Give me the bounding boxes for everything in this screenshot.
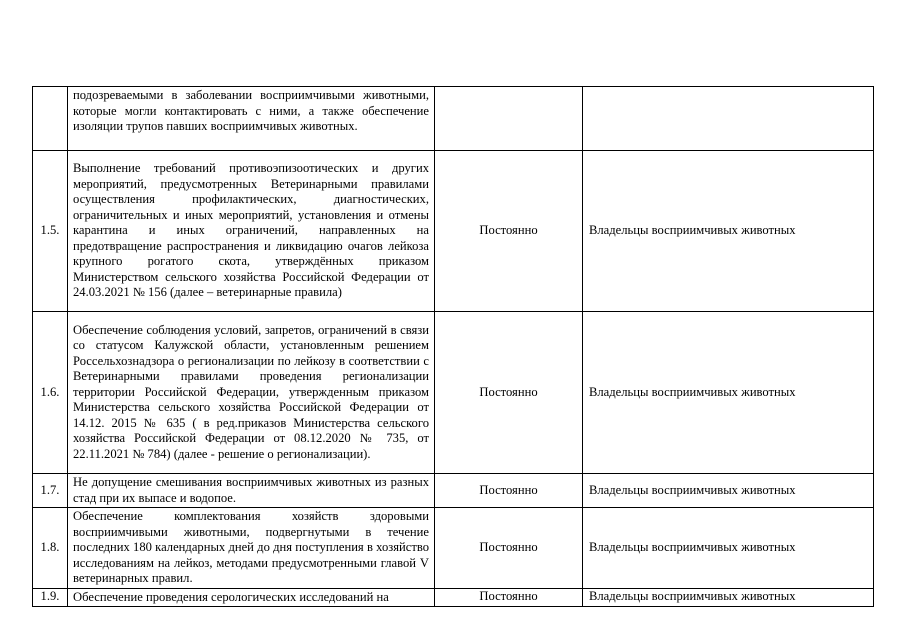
table-row (33, 87, 874, 151)
row-term (435, 87, 583, 151)
table-row (33, 474, 874, 508)
row-number: 1.8. (33, 508, 68, 589)
row-number (33, 87, 68, 151)
row-responsible: Владельцы восприимчивых животных (583, 312, 874, 474)
row-description: Выполнение требований противоэпизоотических и других мероприятий, предусмотренных Ветеринарными правилами осуществления профилактических, диагностических, ограничительных и иных мероприятий, установления и отмены карантина и иных ограничений, направленных на предотвращение распространения и ликвидацию очагов лейкоза крупного рогатого скота, утверждённых приказом Министерством сельского хозяйства Российской Федерации от 24.03.2021 № 156 (далее – ветеринарные правила) (68, 151, 435, 312)
table-row (33, 312, 874, 474)
table-row (33, 151, 874, 312)
row-description: Не допущение смешивания восприимчивых животных из разных стад при их выпасе и водопое. (68, 474, 435, 508)
row-number: 1.5. (33, 151, 68, 312)
row-term: Постоянно (435, 588, 583, 607)
row-description: Обеспечение проведения серологических исследований на (68, 588, 435, 607)
row-description: Обеспечение соблюдения условий, запретов, ограничений в связи со статусом Калужской области, установленным решением Россельхознадзора о регионализации по лейкозу в соответствии с Ветеринарными правилами проведения регионализации территории Российской Федерации, утвержденным приказом Министерства сельского хозяйства Российской Федерации от 14.12. 2015 № 635 ( в ред.приказов Министерства сельского хозяйства Российской Федерации от 08.12.2020 № 735, от 22.11.2021 № 784) (далее - решение о регионализации). (68, 312, 435, 474)
measures-table (32, 86, 874, 607)
row-responsible: Владельцы восприимчивых животных (583, 508, 874, 589)
row-term: Постоянно (435, 508, 583, 589)
row-description: Обеспечение комплектования хозяйств здоровыми восприимчивыми животными, подвергнутыми в течение последних 180 календарных дней до дня поступления в хозяйство исследованиям на лейкоз, методами предусмотренными главой V ветеринарных правил. (68, 508, 435, 589)
row-responsible: Владельцы восприимчивых животных (583, 151, 874, 312)
row-responsible (583, 87, 874, 151)
row-term: Постоянно (435, 151, 583, 312)
row-number: 1.6. (33, 312, 68, 474)
row-number: 1.9. (33, 588, 68, 607)
row-number: 1.7. (33, 474, 68, 508)
row-term: Постоянно (435, 312, 583, 474)
row-description: подозреваемыми в заболевании восприимчивыми животными, которые могли контактировать с ними, а также обеспечение изоляции трупов павших восприимчивых животных. (68, 87, 435, 151)
row-responsible: Владельцы восприимчивых животных (583, 588, 874, 607)
table-row (33, 588, 874, 607)
row-responsible: Владельцы восприимчивых животных (583, 474, 874, 508)
table-row (33, 508, 874, 589)
row-term: Постоянно (435, 474, 583, 508)
